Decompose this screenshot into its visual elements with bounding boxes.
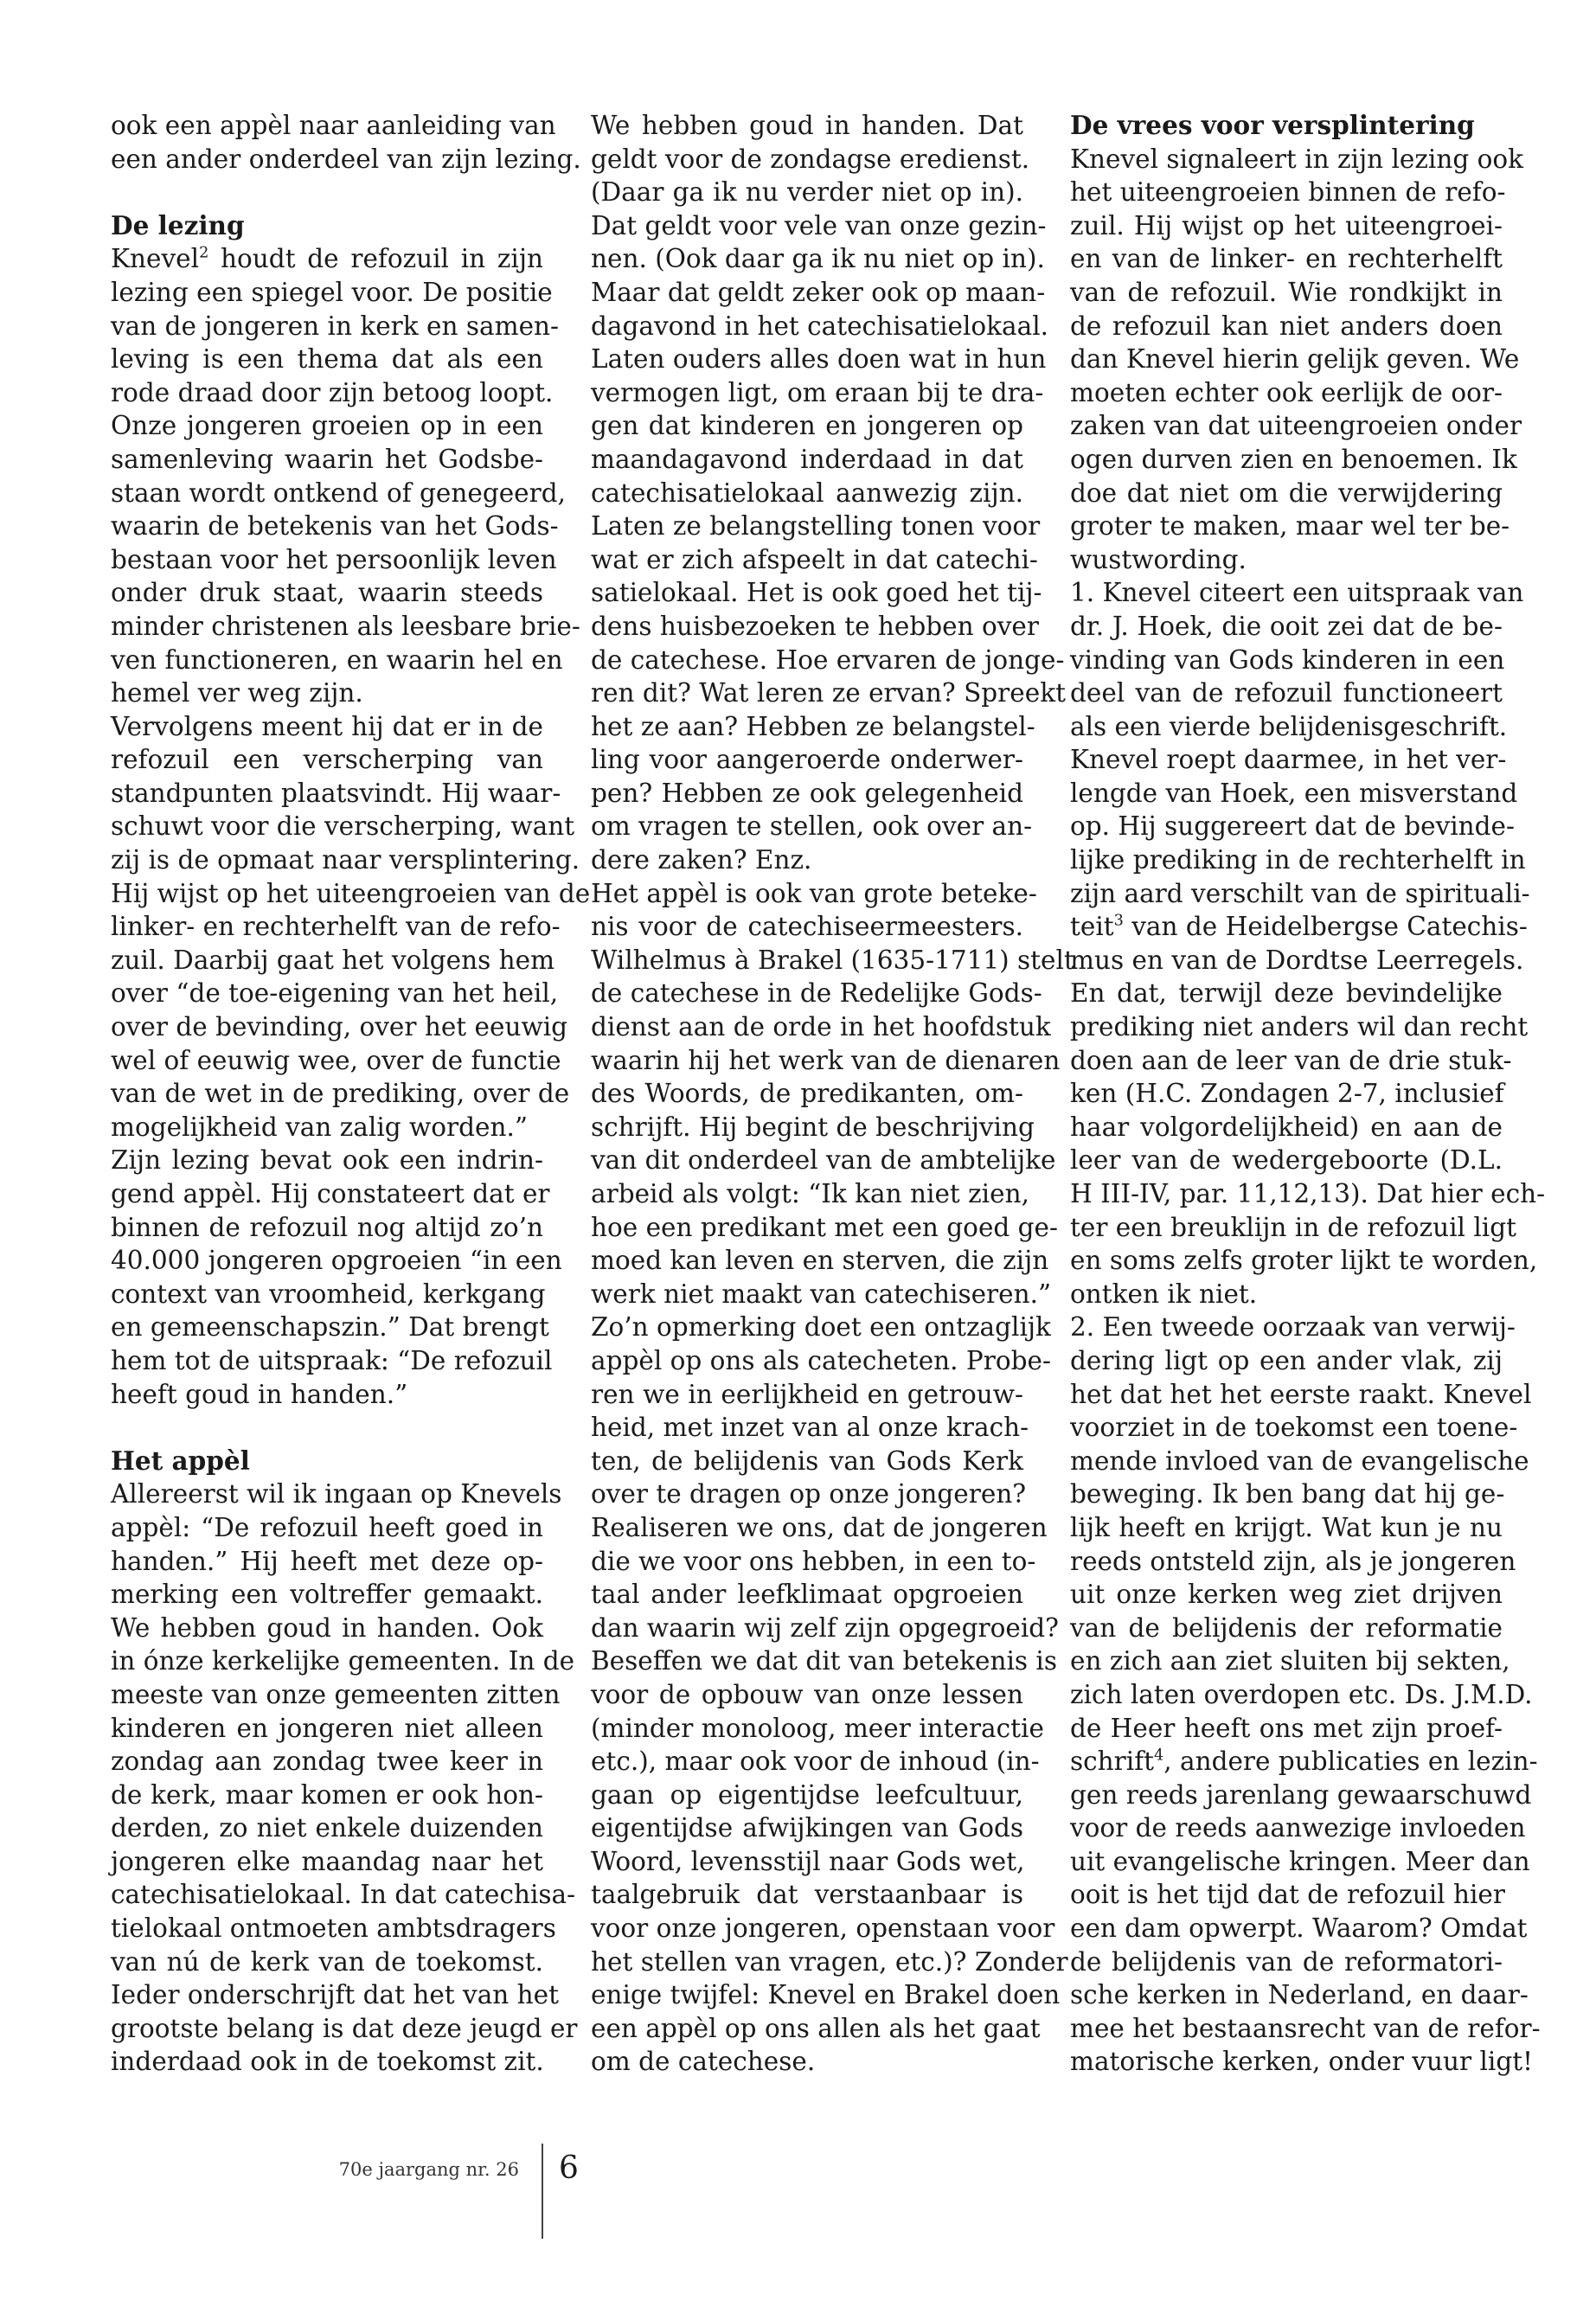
text-line: taalgebruik dat verstaanbaar is xyxy=(591,1880,1023,1910)
text-line: mogelijkheid van zalig worden.” xyxy=(111,1112,528,1142)
text-line: zondag aan zondag twee keer in xyxy=(111,1747,543,1777)
text-line: tielokaal ontmoeten ambtsdragers xyxy=(111,1913,556,1944)
text-line: arbeid als volgt: “Ik kan niet zien, xyxy=(591,1179,1029,1208)
text-line: deel van de refozuil functioneert xyxy=(1070,678,1503,708)
text-line: werk niet maakt van catechiseren.” xyxy=(591,1279,1052,1309)
text-line: hem tot de uitspraak: “De refozuil xyxy=(111,1345,553,1375)
text-line: grootste belang is dat deze jeugd er xyxy=(111,2013,578,2043)
text-line: ontken ik niet. xyxy=(1070,1279,1258,1309)
text-line: vermogen ligt, om eraan bij te dra- xyxy=(591,377,1044,407)
text-line: taal ander leefklimaat opgroeien xyxy=(591,1580,1023,1610)
text-line: ling voor aangeroerde onderwer- xyxy=(591,745,1023,775)
text-line: We hebben goud in handen. Ook xyxy=(111,1612,543,1643)
text-line: wel of eeuwig wee, over de functie xyxy=(111,1045,561,1075)
text-line: 2. Een tweede oorzaak van verwij- xyxy=(1070,1312,1516,1343)
text-line-end: houdt de refozuil in zijn xyxy=(208,244,543,274)
text-line: dienst aan de orde in het hoofdstuk xyxy=(591,1012,1051,1042)
text-line: kinderen en jongeren niet alleen xyxy=(111,1713,543,1743)
text-line: des Woords, de predikanten, om- xyxy=(591,1079,1023,1109)
text-line: dering ligt op een ander vlak, zij xyxy=(1070,1345,1503,1375)
text-line: etc.), maar ook voor de inhoud (in- xyxy=(591,1747,1040,1777)
text-line: Hij wijst op het uiteengroeien van de xyxy=(111,878,591,908)
text-line: lengde van Hoek, een misverstand xyxy=(1070,778,1518,808)
text-line: rode draad door zijn betoog loopt. xyxy=(111,377,554,407)
text-line: het uiteengroeien binnen de refo- xyxy=(1070,177,1506,208)
text-line: mus en van de Dordtse Leerregels. xyxy=(1070,945,1524,975)
text-line: onder druk staat, waarin steeds xyxy=(111,578,543,608)
text-line: heeft goud in handen.” xyxy=(111,1379,408,1409)
section-heading: De vrees voor versplintering xyxy=(1070,110,1475,140)
text-line-start: teit xyxy=(1070,912,1114,942)
text-line: van dit onderdeel van de ambtelijke xyxy=(591,1145,1056,1176)
text-line: de kerk, maar komen er ook hon- xyxy=(111,1779,543,1810)
text-line: derden, zo niet enkele duizenden xyxy=(111,1813,543,1843)
text-line: We hebben goud in handen. Dat xyxy=(591,111,1023,140)
text-line xyxy=(1070,910,1528,944)
text-line: van de refozuil. Wie rondkijkt in xyxy=(1070,277,1503,307)
text-line: doen aan de leer van de drie stuk- xyxy=(1070,1045,1512,1075)
text-line: zuil. Hij wijst op het uiteengroei- xyxy=(1070,210,1503,240)
text-line: pen? Hebben ze ook gelegenheid xyxy=(591,778,1023,808)
text-line-start: Knevel xyxy=(111,244,200,274)
text-line: op. Hij suggereert dat de bevinde- xyxy=(1070,811,1515,842)
text-line: Beseffen we dat dit van betekenis is xyxy=(591,1646,1058,1676)
text-line: in ónze kerkelijke gemeenten. In de xyxy=(111,1646,575,1676)
text-line: over te dragen op onze jongeren? xyxy=(591,1479,1027,1509)
text-line: staan wordt ontkend of genegeerd, xyxy=(111,478,567,508)
text-line: voorziet in de toekomst een toene- xyxy=(1070,1413,1518,1443)
section-heading: De lezing xyxy=(111,209,245,240)
text-line: 1. Knevel citeert een uitspraak van xyxy=(1070,578,1524,608)
text-line: Maar dat geldt zeker ook op maan- xyxy=(591,277,1046,307)
text-line: een appèl op ons allen als het gaat xyxy=(591,2013,1041,2043)
text-line: handen.” Hij heeft met deze op- xyxy=(111,1546,543,1576)
text-line: gen reeds jarenlang gewaarschuwd xyxy=(1070,1779,1532,1810)
text-line: van nú de kerk van de toekomst. xyxy=(111,1946,543,1977)
text-line: een ander onderdeel van zijn lezing. xyxy=(111,144,581,174)
text-line: enige twijfel: Knevel en Brakel doen xyxy=(591,1980,1061,2010)
text-line: leer van de wedergeboorte (D.L. xyxy=(1070,1145,1503,1176)
text-line: Realiseren we ons, dat de jongeren xyxy=(591,1512,1048,1542)
text-line: Laten ouders alles doen wat in hun xyxy=(591,344,1047,375)
text-line: Ieder onderschrijft dat het van het xyxy=(111,1980,559,2010)
text-line: over “de toe-eigening van het heil, xyxy=(111,978,559,1009)
text-line: schrijft. Hij begint de beschrijving xyxy=(591,1112,1035,1142)
text-line: het dat het het eerste raakt. Knevel xyxy=(1070,1379,1532,1409)
text-line: en soms zelfs groter lijkt te worden, xyxy=(1070,1246,1538,1276)
text-line-end: , andere publicaties en lezin- xyxy=(1163,1747,1538,1777)
text-line: Zo’n opmerking doet een ontzaglijk xyxy=(591,1312,1051,1343)
text-line: voor de opbouw van onze lessen xyxy=(591,1679,1023,1709)
text-line: standpunten plaatsvindt. Hij waar- xyxy=(111,778,561,808)
text-line: die we voor ons hebben, in een to- xyxy=(591,1546,1036,1576)
text-line: de refozuil kan niet anders doen xyxy=(1070,311,1503,341)
text-line: matorische kerken, onder vuur ligt! xyxy=(1070,2047,1533,2077)
text-line: samenleving waarin het Godsbe- xyxy=(111,444,543,474)
text-line: Wilhelmus à Brakel (1635-1711) stelt xyxy=(591,945,1074,975)
text-line: beweging. Ik ben bang dat hij ge- xyxy=(1070,1479,1505,1509)
text-line: als een vierde belijdenisgeschrift. xyxy=(1070,711,1508,741)
text-line: dr. J. Hoek, die ooit zei dat de be- xyxy=(1070,611,1503,641)
text-line: gaan op eigentijdse leefcultuur, xyxy=(591,1779,1023,1810)
text-line: ogen durven zien en benoemen. Ik xyxy=(1070,444,1517,474)
page-number: 6 xyxy=(559,2150,579,2186)
text-line: van de belijdenis der reformatie xyxy=(1070,1612,1503,1643)
text-line: hemel ver weg zijn. xyxy=(111,678,363,708)
text-column-3 xyxy=(1070,109,1546,2079)
text-line: satielokaal. Het is ook goed het tij- xyxy=(591,578,1042,608)
text-line: dan Knevel hierin gelijk geven. We xyxy=(1070,344,1520,375)
text-line: ren we in eerlijkheid en getrouw- xyxy=(591,1379,1023,1409)
text-line: moed kan leven en sterven, die zijn xyxy=(591,1246,1049,1276)
text-line: Woord, levensstijl naar Gods wet, xyxy=(591,1846,1025,1876)
text-line: gend appèl. Hij constateert dat er xyxy=(111,1179,550,1208)
text-line: Vervolgens meent hij dat er in de xyxy=(111,711,543,741)
text-line: gen dat kinderen en jongeren op xyxy=(591,411,1023,441)
text-line: waarin de betekenis van het Gods- xyxy=(111,511,559,542)
text-line: en van de linker- en rechterhelft xyxy=(1070,244,1503,274)
text-line: de belijdenis van de reformatori- xyxy=(1070,1946,1503,1977)
text-line: wat er zich afspeelt in dat catechi- xyxy=(591,544,1038,574)
text-line: zijn aard verschilt van de spirituali- xyxy=(1070,878,1530,908)
text-line-end: van de Heidelbergse Catechis- xyxy=(1123,912,1528,942)
text-line: voor de reeds aanwezige invloeden xyxy=(1070,1813,1526,1843)
text-line: de catechese. Hoe ervaren de jonge- xyxy=(591,644,1065,675)
text-line: om vragen te stellen, ook over an- xyxy=(591,811,1033,842)
text-line: waarin hij het werk van de dienaren xyxy=(591,1045,1061,1075)
section-heading: Het appèl xyxy=(111,1445,250,1476)
text-line: en zich aan ziet sluiten bij sekten, xyxy=(1070,1646,1510,1676)
paragraph-gap xyxy=(111,176,543,209)
text-column-2 xyxy=(591,109,1074,2079)
text-line: ter een breuklijn in de refozuil ligt xyxy=(1070,1212,1516,1242)
text-line: doe dat niet om die verwijdering xyxy=(1070,478,1503,508)
text-line: vinding van Gods kinderen in een xyxy=(1070,644,1505,675)
footnote-marker[interactable]: 4 xyxy=(1153,1747,1164,1765)
text-line: zaken van dat uiteengroeien onder xyxy=(1070,411,1522,441)
text-line: eigentijdse afwijkingen van Gods xyxy=(591,1813,1023,1843)
text-line: groter te maken, maar wel ter be- xyxy=(1070,511,1510,542)
text-line: merking een voltreffer gemaakt. xyxy=(111,1580,543,1610)
text-line: ten, de belijdenis van Gods Kerk xyxy=(591,1445,1023,1476)
text-line: dan waarin wij zelf zijn opgegroeid? xyxy=(591,1612,1059,1643)
text-line xyxy=(111,242,543,276)
text-line: uit onze kerken weg ziet drijven xyxy=(1070,1580,1503,1610)
text-line: lijke prediking in de rechterhelft in xyxy=(1070,845,1526,875)
text-line: catechisatielokaal. In dat catechisa- xyxy=(111,1880,576,1910)
text-line: appèl: “De refozuil heeft goed in xyxy=(111,1512,543,1542)
text-line: sche kerken in Nederland, en daar- xyxy=(1070,1980,1529,2010)
text-line: zuil. Daarbij gaat het volgens hem xyxy=(111,945,555,975)
text-line: Knevel roept daarmee, in het ver- xyxy=(1070,745,1507,775)
text-line: heid, met inzet van al onze krach- xyxy=(591,1413,1029,1443)
text-line: zij is de opmaat naar versplintering. xyxy=(111,845,580,875)
text-line: minder christenen als leesbare brie- xyxy=(111,611,580,641)
text-line: Laten ze belangstelling tonen voor xyxy=(591,511,1041,542)
text-line: ooit is het tijd dat de refozuil hier xyxy=(1070,1880,1505,1910)
text-line: (minder monoloog, meer interactie xyxy=(591,1713,1044,1743)
text-line: bestaan voor het persoonlijk leven xyxy=(111,544,557,574)
text-line: En dat, terwijl deze bevindelijke xyxy=(1070,978,1503,1009)
text-line: lijk heeft en krijgt. Wat kun je nu xyxy=(1070,1512,1503,1542)
issue-info: 70e jaargang nr. 26 xyxy=(338,2159,519,2180)
text-line: refozuil een verscherping van xyxy=(111,745,543,775)
text-line: mende invloed van de evangelische xyxy=(1070,1445,1529,1476)
text-line: dens huisbezoeken te hebben over xyxy=(591,611,1039,641)
text-line: Zijn lezing bevat ook een indrin- xyxy=(111,1145,543,1176)
text-line: ook een appèl naar aanleiding van xyxy=(111,111,556,140)
text-line: Knevel signaleert in zijn lezing ook xyxy=(1070,144,1523,174)
paragraph-gap xyxy=(111,1411,543,1445)
text-line-start: schrift xyxy=(1070,1747,1154,1777)
text-line: moeten echter ook eerlijk de oor- xyxy=(1070,377,1503,407)
text-line: mee het bestaansrecht van de refor- xyxy=(1070,2013,1541,2043)
text-line: uit evangelische kringen. Meer dan xyxy=(1070,1846,1530,1876)
text-line: een dam opwerpt. Waarom? Omdat xyxy=(1070,1913,1528,1944)
text-line: het ze aan? Hebben ze belangstel- xyxy=(591,711,1035,741)
text-column-1 xyxy=(111,109,591,2079)
text-line: prediking niet anders wil dan recht xyxy=(1070,1012,1529,1042)
text-line: het stellen van vragen, etc.)? Zonder xyxy=(591,1946,1068,1977)
text-line: de catechese in de Redelijke Gods- xyxy=(591,978,1042,1009)
text-line xyxy=(1070,1745,1538,1779)
text-line: nis voor de catechiseermeesters. xyxy=(591,912,1023,942)
text-line: maandagavond inderdaad in dat xyxy=(591,444,1023,474)
text-line: inderdaad ook in de toekomst zit. xyxy=(111,2047,544,2077)
text-line: Dat geldt voor vele van onze gezin- xyxy=(591,210,1047,240)
text-line: over de bevinding, over het eeuwig xyxy=(111,1012,568,1042)
text-line: om de catechese. xyxy=(591,2047,816,2077)
text-line: meeste van onze gemeenten zitten xyxy=(111,1679,561,1709)
text-line: geldt voor de zondagse eredienst. xyxy=(591,144,1030,174)
text-line: Allereerst wil ik ingaan op Knevels xyxy=(111,1479,562,1509)
text-line: appèl op ons als catecheten. Probe- xyxy=(591,1345,1051,1375)
text-line: Het appèl is ook van grote beteke- xyxy=(591,878,1037,908)
text-line: van de wet in de prediking, over de xyxy=(111,1079,570,1109)
text-line: en gemeenschapszin.” Dat brengt xyxy=(111,1312,549,1343)
text-line: jongeren elke maandag naar het xyxy=(111,1846,543,1876)
text-line: lezing een spiegel voor. De positie xyxy=(111,277,553,307)
text-line: context van vroomheid, kerkgang xyxy=(111,1279,546,1309)
text-line: ren dit? Wat leren ze ervan? Spreekt xyxy=(591,678,1066,708)
text-line: zich laten overdopen etc. Ds. J.M.D. xyxy=(1070,1679,1533,1709)
text-line: hoe een predikant met een goed ge- xyxy=(591,1212,1058,1242)
text-line: Onze jongeren groeien op in een xyxy=(111,411,543,441)
text-line: ven functioneren, en waarin hel en xyxy=(111,644,563,675)
text-line: de Heer heeft ons met zijn proef- xyxy=(1070,1713,1503,1743)
text-line: nen. (Ook daar ga ik nu niet op in). xyxy=(591,244,1045,274)
text-line: voor onze jongeren, openstaan voor xyxy=(591,1913,1055,1944)
text-line: dagavond in het catechisatielokaal. xyxy=(591,311,1049,341)
text-line: linker- en rechterhelft van de refo- xyxy=(111,912,561,942)
text-line: reeds ontsteld zijn, als je jongeren xyxy=(1070,1546,1516,1576)
text-line: dere zaken? Enz. xyxy=(591,845,812,875)
text-line: wustwording. xyxy=(1070,544,1247,574)
text-line: schuwt voor die verscherping, want xyxy=(111,811,575,842)
text-line: (Daar ga ik nu verder niet op in). xyxy=(591,177,1023,208)
text-line: van de jongeren in kerk en samen- xyxy=(111,311,559,341)
text-line: H III-IV, par. 11,12,13). Dat hier ech- xyxy=(1070,1179,1546,1208)
text-line: ken (H.C. Zondagen 2-7, inclusief xyxy=(1070,1079,1504,1109)
footnote-marker[interactable]: 2 xyxy=(199,244,209,262)
text-line: catechisatielokaal aanwezig zijn. xyxy=(591,478,1023,508)
footer-divider xyxy=(542,2144,543,2239)
text-line: haar volgordelijkheid) en aan de xyxy=(1070,1112,1503,1142)
footnote-marker[interactable]: 3 xyxy=(1113,912,1124,930)
text-line: binnen de refozuil nog altijd zo’n xyxy=(111,1212,543,1242)
text-line: leving is een thema dat als een xyxy=(111,344,543,375)
text-line: 40.000 jongeren opgroeien “in een xyxy=(111,1246,562,1276)
